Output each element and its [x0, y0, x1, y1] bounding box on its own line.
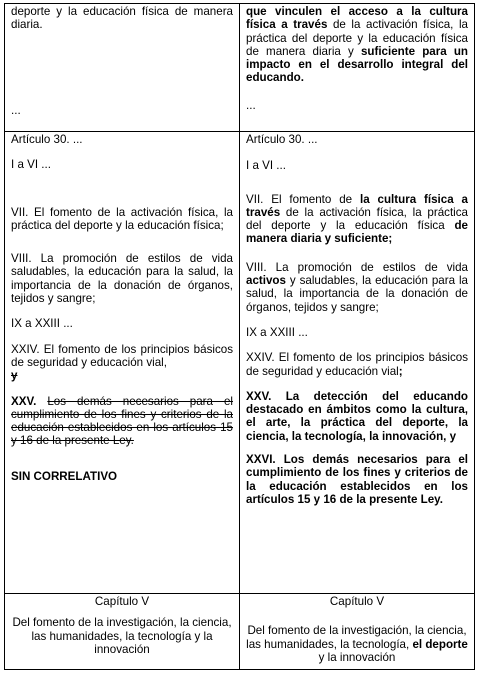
fraction-xxvi: XXVI. Los demás necesarios para el cumplimiento de los fines y criterios de la educación establecidos en los artículos 15 y 16 de la presente Ley.	[246, 453, 468, 506]
current-text-cell	[5, 132, 240, 594]
chapter-heading: Del fomento de la investigación, la ciencia, las humanidades, la tecnología y la innovación	[12, 616, 232, 656]
table-row	[5, 594, 475, 670]
bold-text: suficiente para un impacto en el desarrollo integral del educando.	[246, 44, 468, 85]
fraction-vii: VII. El fomento de la activación física, la práctica del deporte y la educación física;	[11, 205, 233, 232]
fraction-range: I a VI ...	[11, 158, 51, 172]
fraction-xxiv	[11, 343, 233, 383]
fraction-viii	[246, 261, 468, 314]
fraction-vii	[246, 193, 468, 246]
struck-text: y	[11, 369, 18, 383]
bold-text: la cultura física a través	[246, 192, 468, 219]
proposed-text-cell	[240, 594, 475, 670]
table-row	[5, 4, 475, 132]
current-text-cell	[5, 594, 240, 670]
text: y la innovación	[318, 650, 396, 664]
proposed-text-cell	[240, 4, 475, 132]
text: XXIV. El fomento de los principios básicos de seguridad y educación vial	[246, 351, 468, 378]
chapter-label: Capítulo V	[329, 595, 385, 608]
chapter-label: Capítulo V	[94, 595, 150, 608]
bold-text: de manera diaria y suficiente;	[246, 219, 468, 246]
chapter-heading	[246, 624, 468, 664]
proposed-text-cell	[240, 132, 475, 594]
bold-text: XXV.	[11, 394, 37, 408]
text: XXIV. El fomento de los principios básicos de seguridad y educación vial,	[11, 342, 233, 369]
article-label: Artículo 30. ...	[246, 133, 318, 146]
text: Del fomento de la investigación, la ciencia, las humanidades, la tecnología,	[246, 624, 467, 651]
text: de la activación física, la práctica del deporte y la educación física de manera diaria y	[246, 18, 468, 58]
bold-text: que vinculen el acceso a la cultura física a través	[246, 5, 468, 32]
fraction-range: IX a XXIII ...	[11, 317, 73, 331]
table-row	[5, 132, 475, 594]
bold-text: activos	[246, 274, 286, 288]
comparison-table	[4, 3, 475, 670]
text: VIII. La promoción de estilos de vida	[246, 260, 468, 274]
fraction-xxv: XXV. La detección del educando destacado en ámbitos como la cultura, el arte, la práctica del deporte, la ciencia, la tecnología, la innovación, y	[246, 389, 468, 443]
sin-correlativo-label: SIN CORRELATIVO	[11, 469, 118, 483]
text: de la activación física, la práctica del deporte y la educación física	[246, 205, 468, 233]
paragraph: deporte y la educación física de manera diaria.	[11, 5, 233, 32]
bold-text: ;	[398, 364, 403, 378]
fraction-xxv	[11, 395, 233, 448]
text: y saludables, la educación para la salud, la importancia de la donación de órganos, tejidos y sangre;	[246, 274, 468, 314]
fraction-range: I a VI ...	[246, 159, 286, 173]
text: VII. El fomento de	[246, 192, 360, 206]
ellipsis: ...	[246, 98, 256, 112]
bold-text: el deporte	[412, 637, 468, 651]
ellipsis: ...	[11, 103, 21, 117]
paragraph	[246, 5, 468, 85]
fraction-viii: VIII. La promoción de estilos de vida saludables, la educación para la salud, la importancia de la donación de órganos, tejidos y sangre;	[11, 252, 233, 306]
fraction-xxiv	[246, 351, 468, 378]
fraction-range: IX a XXIII ...	[246, 325, 308, 339]
struck-text: Los demás necesarios para el cumplimiento de los fines y criterios de la educación establecidos en los artículos 15 y 16 de la presente Ley.	[11, 394, 233, 448]
article-label: Artículo 30. ...	[11, 133, 83, 146]
current-text-cell	[5, 4, 240, 132]
